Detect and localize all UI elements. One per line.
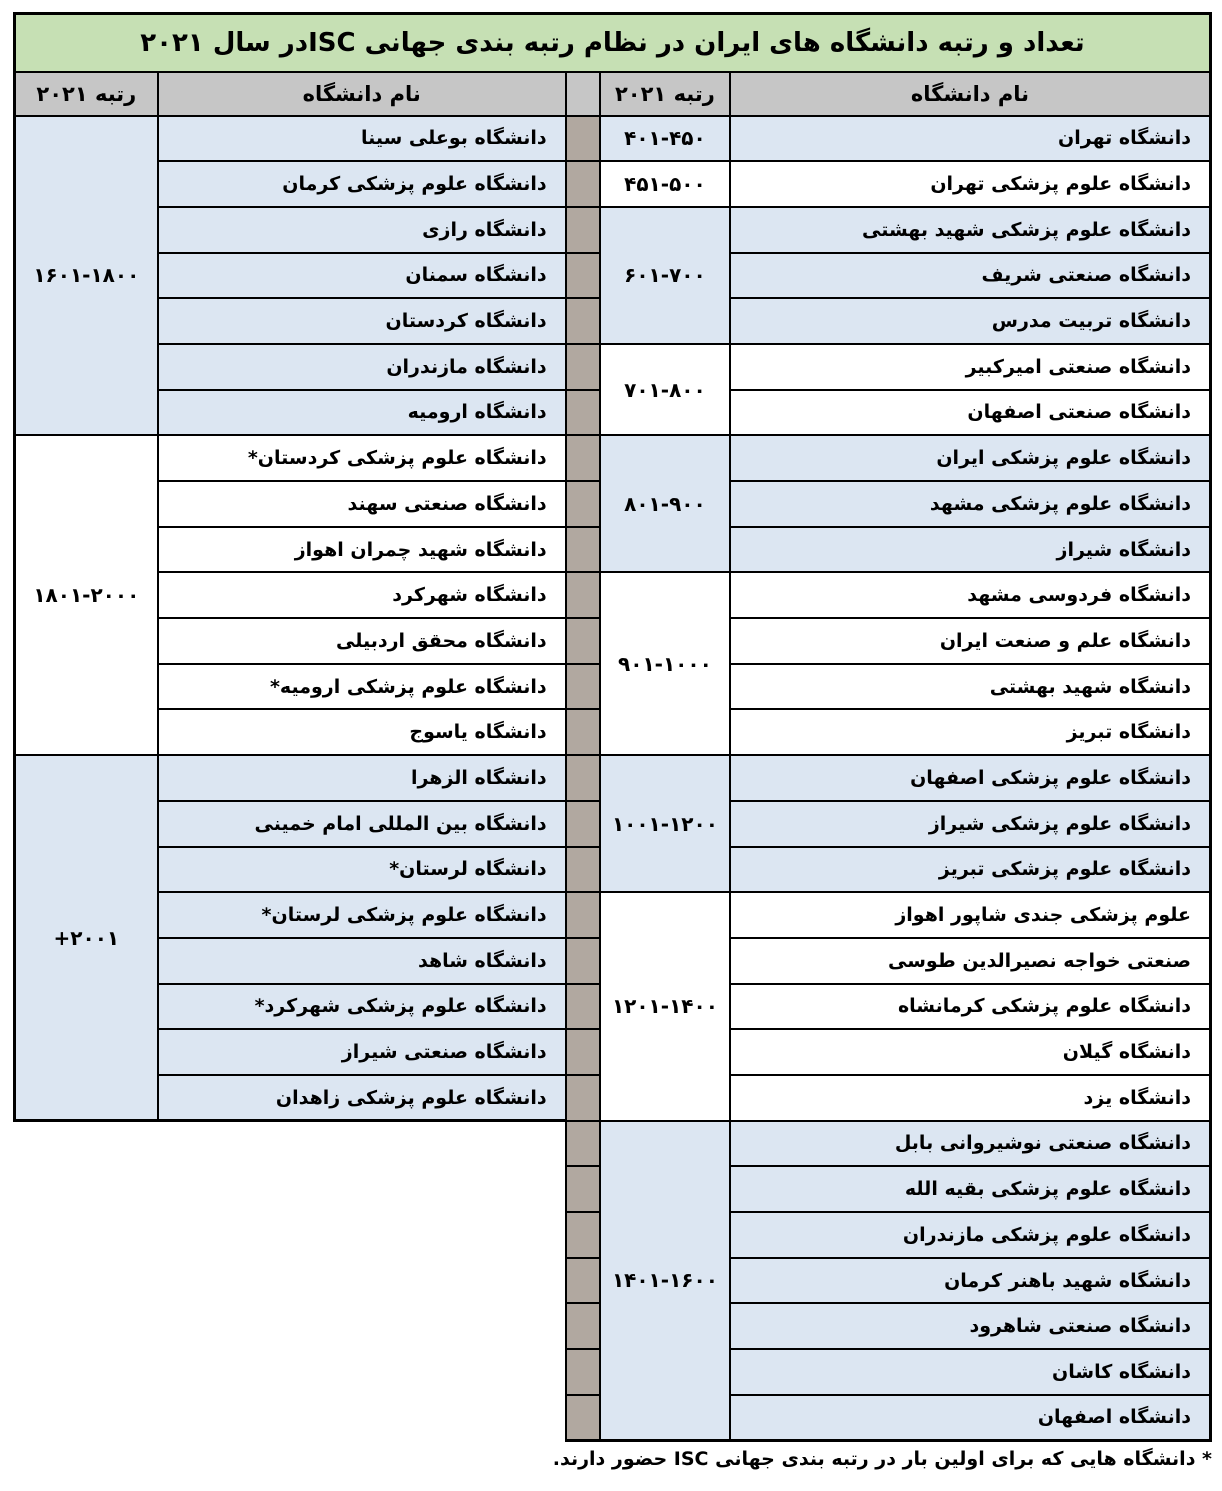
table-row <box>15 1121 1211 1167</box>
table-row <box>15 435 1211 481</box>
separator-cell <box>566 664 600 710</box>
university-name-cell: دانشگاه شهید چمران اهواز <box>158 527 566 573</box>
university-name-cell: دانشگاه محقق اردبیلی <box>158 618 566 664</box>
empty-cell <box>15 1166 566 1212</box>
header-rank-left: رتبه ۲۰۲۱ <box>15 72 158 116</box>
university-name-cell: دانشگاه ارومیه <box>158 390 566 436</box>
university-name-cell: دانشگاه شیراز <box>730 527 1211 573</box>
university-name-cell: دانشگاه رازی <box>158 207 566 253</box>
empty-cell <box>15 1303 566 1349</box>
separator-cell <box>566 618 600 664</box>
empty-cell <box>15 1349 566 1395</box>
table-row <box>15 207 1211 253</box>
separator-cell <box>566 984 600 1030</box>
empty-cell <box>15 1258 566 1304</box>
rank-range-cell: ۱۶۰۱-۱۸۰۰ <box>15 116 158 436</box>
rank-range-cell: ۹۰۱-۱۰۰۰ <box>600 572 730 755</box>
title-row <box>15 14 1211 72</box>
header-name-right: نام دانشگاه <box>730 72 1211 116</box>
empty-cell <box>15 1395 566 1441</box>
table-row <box>15 572 1211 618</box>
university-name-cell: دانشگاه علوم پزشکی کردستان* <box>158 435 566 481</box>
university-name-cell: صنعتی خواجه نصیرالدین طوسی <box>730 938 1211 984</box>
separator-cell <box>566 572 600 618</box>
table-row <box>15 755 1211 801</box>
separator-cell <box>566 298 600 344</box>
university-name-cell: دانشگاه کاشان <box>730 1349 1211 1395</box>
separator-cell <box>566 801 600 847</box>
university-name-cell: دانشگاه اصفهان <box>730 1395 1211 1441</box>
separator-cell <box>566 847 600 893</box>
separator-cell <box>566 481 600 527</box>
university-name-cell: دانشگاه بین المللی امام خمینی <box>158 801 566 847</box>
separator-cell <box>566 390 600 436</box>
university-name-cell: دانشگاه فردوسی مشهد <box>730 572 1211 618</box>
university-name-cell: دانشگاه الزهرا <box>158 755 566 801</box>
separator-cell <box>566 116 600 162</box>
separator-cell <box>566 435 600 481</box>
university-name-cell: دانشگاه شهرکرد <box>158 572 566 618</box>
university-name-cell: علوم پزشکی جندی شاپور اهواز <box>730 892 1211 938</box>
university-name-cell: دانشگاه صنعتی امیرکبیر <box>730 344 1211 390</box>
footnote: * دانشگاه هایی که برای اولین بار در رتبه بندی جهانی ISC حضور دارند. <box>552 1447 1212 1470</box>
separator-cell <box>566 527 600 573</box>
university-name-cell: دانشگاه صنعتی شیراز <box>158 1029 566 1075</box>
separator-cell <box>566 207 600 253</box>
rank-range-cell: ۱۴۰۱-۱۶۰۰ <box>600 1121 730 1441</box>
rank-range-cell: ۱۰۰۱-۱۲۰۰ <box>600 755 730 892</box>
university-name-cell: دانشگاه صنعتی سهند <box>158 481 566 527</box>
university-name-cell: دانشگاه سمنان <box>158 253 566 299</box>
separator-cell <box>566 1258 600 1304</box>
separator-cell <box>566 709 600 755</box>
university-name-cell: دانشگاه علوم پزشکی تهران <box>730 161 1211 207</box>
university-name-cell: دانشگاه شاهد <box>158 938 566 984</box>
university-name-cell: دانشگاه علوم پزشکی شهرکرد* <box>158 984 566 1030</box>
university-name-cell: دانشگاه علوم پزشکی کرمانشاه <box>730 984 1211 1030</box>
university-name-cell: دانشگاه علوم پزشکی شیراز <box>730 801 1211 847</box>
university-name-cell: دانشگاه علم و صنعت ایران <box>730 618 1211 664</box>
university-name-cell: دانشگاه صنعتی اصفهان <box>730 390 1211 436</box>
university-name-cell: دانشگاه علوم پزشکی ارومیه* <box>158 664 566 710</box>
rank-range-cell: ۸۰۱-۹۰۰ <box>600 435 730 572</box>
separator-cell <box>566 161 600 207</box>
university-name-cell: دانشگاه علوم پزشکی مشهد <box>730 481 1211 527</box>
separator-cell <box>566 755 600 801</box>
university-name-cell: دانشگاه علوم پزشکی کرمان <box>158 161 566 207</box>
university-name-cell: دانشگاه یزد <box>730 1075 1211 1121</box>
university-name-cell: دانشگاه صنعتی شاهرود <box>730 1303 1211 1349</box>
university-name-cell: دانشگاه تربیت مدرس <box>730 298 1211 344</box>
rank-range-cell: +۲۰۰۱ <box>15 755 158 1121</box>
header-rank-right: رتبه ۲۰۲۱ <box>600 72 730 116</box>
university-name-cell: دانشگاه علوم پزشکی شهید بهشتی <box>730 207 1211 253</box>
university-name-cell: دانشگاه علوم پزشکی تبریز <box>730 847 1211 893</box>
rank-range-cell: ۱۸۰۱-۲۰۰۰ <box>15 435 158 755</box>
ranking-table <box>13 12 1212 1442</box>
university-name-cell: دانشگاه شهید بهشتی <box>730 664 1211 710</box>
university-name-cell: دانشگاه گیلان <box>730 1029 1211 1075</box>
page-title: تعداد و رتبه دانشگاه های ایران در نظام رتبه بندی جهانی ISCدر سال ۲۰۲۱ <box>15 14 1211 72</box>
table-row <box>15 161 1211 207</box>
rank-range-cell: ۶۰۱-۷۰۰ <box>600 207 730 344</box>
separator-cell <box>566 938 600 984</box>
table-row <box>15 892 1211 938</box>
university-name-cell: دانشگاه مازندران <box>158 344 566 390</box>
university-name-cell: دانشگاه شهید باهنر کرمان <box>730 1258 1211 1304</box>
rank-range-cell: ۷۰۱-۸۰۰ <box>600 344 730 435</box>
separator-cell <box>566 1212 600 1258</box>
separator-cell <box>566 1395 600 1441</box>
separator-cell <box>566 892 600 938</box>
table-row <box>15 116 1211 162</box>
separator-header-cell <box>566 72 600 116</box>
separator-cell <box>566 1029 600 1075</box>
empty-cell <box>15 1212 566 1258</box>
university-name-cell: دانشگاه علوم پزشکی اصفهان <box>730 755 1211 801</box>
university-name-cell: دانشگاه صنعتی نوشیروانی بابل <box>730 1121 1211 1167</box>
empty-cell <box>15 1121 566 1167</box>
separator-cell <box>566 253 600 299</box>
header-row <box>15 72 1211 116</box>
rank-range-cell: ۱۲۰۱-۱۴۰۰ <box>600 892 730 1120</box>
university-name-cell: دانشگاه یاسوج <box>158 709 566 755</box>
university-name-cell: دانشگاه علوم پزشکی بقیه الله <box>730 1166 1211 1212</box>
table-row <box>15 344 1211 390</box>
university-name-cell: دانشگاه علوم پزشکی ایران <box>730 435 1211 481</box>
university-name-cell: دانشگاه کردستان <box>158 298 566 344</box>
university-name-cell: دانشگاه علوم پزشکی زاهدان <box>158 1075 566 1121</box>
header-name-left: نام دانشگاه <box>158 72 566 116</box>
separator-cell <box>566 1166 600 1212</box>
separator-cell <box>566 1121 600 1167</box>
university-name-cell: دانشگاه علوم پزشکی لرستان* <box>158 892 566 938</box>
separator-cell <box>566 1303 600 1349</box>
university-name-cell: دانشگاه علوم پزشکی مازندران <box>730 1212 1211 1258</box>
rank-range-cell: ۴۰۱-۴۵۰ <box>600 116 730 162</box>
university-name-cell: دانشگاه تهران <box>730 116 1211 162</box>
university-name-cell: دانشگاه بوعلی سینا <box>158 116 566 162</box>
rank-range-cell: ۴۵۱-۵۰۰ <box>600 161 730 207</box>
separator-cell <box>566 1075 600 1121</box>
university-name-cell: دانشگاه لرستان* <box>158 847 566 893</box>
university-name-cell: دانشگاه تبریز <box>730 709 1211 755</box>
university-name-cell: دانشگاه صنعتی شریف <box>730 253 1211 299</box>
separator-cell <box>566 344 600 390</box>
separator-cell <box>566 1349 600 1395</box>
